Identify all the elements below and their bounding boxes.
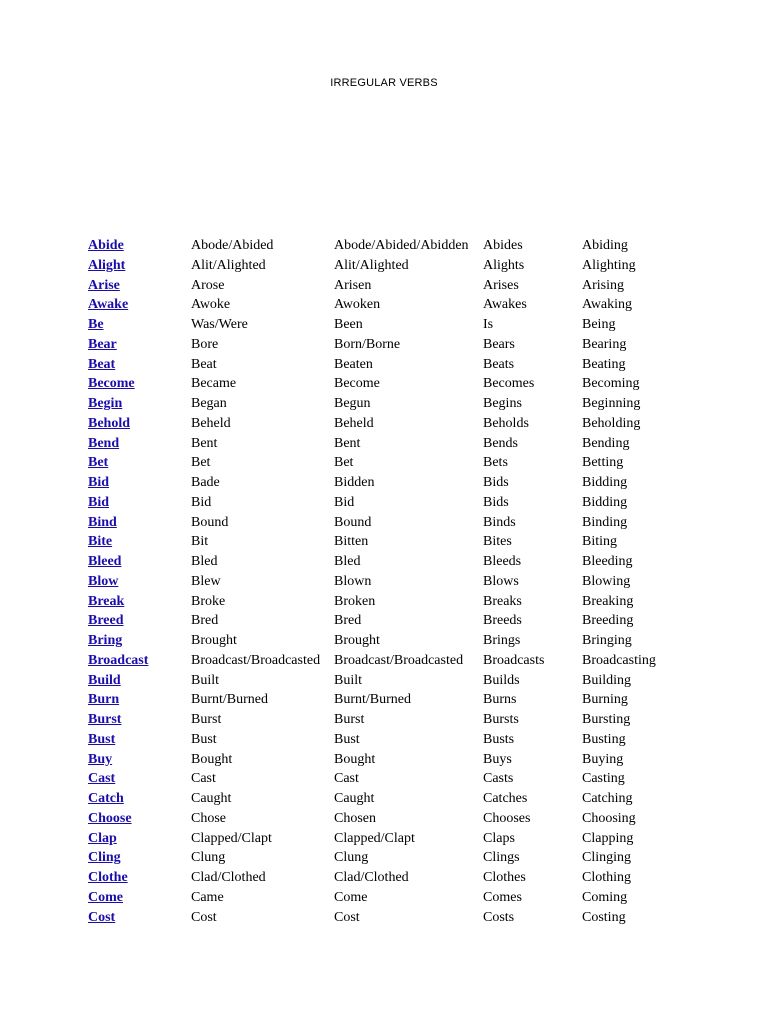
verb-base-link[interactable]: Awake <box>88 297 129 313</box>
verb-row <box>88 493 688 513</box>
verb-past-simple: Brought <box>191 633 237 648</box>
verb-past-simple: Bust <box>191 731 217 747</box>
verb-past-participle: Begun <box>334 396 371 411</box>
verb-row <box>88 335 688 355</box>
verb-third-person: Builds <box>483 672 520 688</box>
verb-ing-form: Bursting <box>582 712 631 727</box>
verb-row <box>88 690 688 710</box>
verb-past-simple: Cost <box>191 909 217 925</box>
verb-past-simple: Chose <box>191 810 226 826</box>
verb-past-simple: Awoke <box>191 297 231 313</box>
verb-past-participle: Bust <box>334 731 360 747</box>
verb-third-person: Broadcasts <box>483 652 545 668</box>
verb-past-simple: Bore <box>191 336 219 352</box>
verb-past-simple: Bent <box>191 435 218 451</box>
verb-base-link[interactable]: Bind <box>88 514 117 530</box>
verb-past-participle: Bent <box>334 435 361 451</box>
verb-past-simple: Bound <box>191 514 229 530</box>
verb-ing-form: Choosing <box>582 810 636 826</box>
verb-past-participle: Awoken <box>334 297 381 313</box>
verb-ing-form: Buying <box>582 751 624 767</box>
verb-ing-form: Being <box>582 317 616 332</box>
verb-ing-form: Beating <box>582 356 626 372</box>
verb-third-person: Catches <box>483 791 528 806</box>
verb-past-participle: Beaten <box>334 356 373 372</box>
verb-third-person: Comes <box>483 889 522 905</box>
verb-base-link[interactable]: Break <box>88 593 125 609</box>
verb-past-simple: Blew <box>191 573 221 589</box>
verb-third-person: Abides <box>483 238 523 253</box>
verb-past-participle: Bled <box>334 554 361 569</box>
verb-past-participle: Broken <box>334 593 376 609</box>
verb-ing-form: Clapping <box>582 830 634 846</box>
verb-base-link[interactable]: Become <box>88 376 135 392</box>
verb-past-simple: Clad/Clothed <box>191 870 266 885</box>
verb-past-participle: Born/Borne <box>334 336 401 352</box>
verb-ing-form: Breaking <box>582 593 634 609</box>
verb-row <box>88 631 688 651</box>
verb-past-simple: Broadcast/Broadcasted <box>191 652 321 668</box>
verb-third-person: Brings <box>483 633 521 648</box>
verb-third-person: Chooses <box>483 810 531 826</box>
verb-third-person: Bleeds <box>483 554 522 569</box>
verb-row <box>88 730 688 750</box>
verb-ing-form: Alighting <box>582 257 636 273</box>
verb-base-link[interactable]: Abide <box>88 238 124 253</box>
verb-past-participle: Bred <box>334 613 362 629</box>
verb-third-person: Awakes <box>483 297 527 313</box>
verb-row <box>88 473 688 493</box>
verb-row <box>88 532 688 552</box>
verb-base-link[interactable]: Arise <box>88 277 120 293</box>
verb-ing-form: Betting <box>582 455 624 471</box>
verb-base-link[interactable]: Begin <box>88 396 123 411</box>
verb-third-person: Burns <box>483 692 517 708</box>
verb-third-person: Casts <box>483 771 514 787</box>
verb-base-link[interactable]: Clothe <box>88 870 128 885</box>
verb-base-link[interactable]: Bear <box>88 336 117 352</box>
verb-past-simple: Arose <box>191 277 225 293</box>
verb-past-participle: Bound <box>334 514 372 530</box>
verb-row <box>88 256 688 276</box>
verb-base-link[interactable]: Bend <box>88 435 120 451</box>
verb-base-link[interactable]: Bite <box>88 534 113 550</box>
verb-past-participle: Come <box>334 889 368 905</box>
verb-row <box>88 572 688 592</box>
verb-row <box>88 236 688 256</box>
verb-past-participle: Cast <box>334 771 359 787</box>
verb-ing-form: Coming <box>582 889 628 905</box>
verb-row <box>88 513 688 533</box>
verb-base-link[interactable]: Catch <box>88 791 124 806</box>
verb-base-link[interactable]: Cost <box>88 909 116 925</box>
verb-base-link[interactable]: Buy <box>88 751 113 767</box>
verb-row <box>88 710 688 730</box>
verb-past-participle: Alit/Alighted <box>334 257 409 273</box>
verb-ing-form: Beholding <box>582 415 641 431</box>
verb-base-link[interactable]: Blow <box>88 573 119 589</box>
verbs-table <box>88 236 688 927</box>
verb-third-person: Bets <box>483 455 508 471</box>
verb-ing-form: Beginning <box>582 396 641 411</box>
page-title: IRREGULAR VERBS <box>330 77 438 89</box>
verb-row <box>88 651 688 671</box>
verb-third-person: Bids <box>483 475 509 490</box>
verb-base-link[interactable]: Come <box>88 889 123 905</box>
verb-past-simple: Began <box>191 396 227 411</box>
verb-row <box>88 868 688 888</box>
verb-third-person: Breaks <box>483 593 522 609</box>
verb-base-link[interactable]: Broadcast <box>88 652 149 668</box>
verb-ing-form: Bleeding <box>582 554 633 569</box>
verb-third-person: Bids <box>483 494 509 510</box>
verb-past-participle: Clad/Clothed <box>334 870 409 885</box>
verb-base-link[interactable]: Bid <box>88 475 110 490</box>
verb-row <box>88 394 688 414</box>
verb-row <box>88 611 688 631</box>
verb-ing-form: Clothing <box>582 870 632 885</box>
verb-third-person: Buys <box>483 751 512 767</box>
verb-past-simple: Alit/Alighted <box>191 257 266 273</box>
verb-ing-form: Arising <box>582 277 624 293</box>
verb-past-simple: Bought <box>191 751 233 767</box>
verb-third-person: Is <box>483 317 494 332</box>
verb-third-person: Clothes <box>483 870 526 885</box>
verb-third-person: Claps <box>483 830 515 846</box>
verb-past-simple: Bled <box>191 554 218 569</box>
verb-past-participle: Clapped/Clapt <box>334 830 415 846</box>
verb-row <box>88 750 688 770</box>
verb-past-simple: Burst <box>191 712 222 727</box>
verb-row <box>88 809 688 829</box>
verb-row <box>88 789 688 809</box>
verb-ing-form: Blowing <box>582 573 631 589</box>
verb-ing-form: Casting <box>582 771 625 787</box>
verb-past-simple: Beat <box>191 356 217 372</box>
verb-past-participle: Caught <box>334 791 375 806</box>
verb-base-link[interactable]: Bid <box>88 494 110 510</box>
verb-third-person: Beholds <box>483 415 529 431</box>
verb-base-link[interactable]: Be <box>88 317 104 332</box>
verb-past-participle: Burnt/Burned <box>334 692 411 708</box>
verb-past-simple: Bred <box>191 613 219 629</box>
verb-past-participle: Brought <box>334 633 380 648</box>
verb-row <box>88 453 688 473</box>
verb-past-simple: Abode/Abided <box>191 238 274 253</box>
verb-past-simple: Cast <box>191 771 216 787</box>
verb-base-link[interactable]: Choose <box>88 810 132 826</box>
verb-ing-form: Awaking <box>582 297 633 313</box>
verb-third-person: Beats <box>483 356 515 372</box>
verb-past-participle: Bid <box>334 494 355 510</box>
verb-base-link[interactable]: Cast <box>88 771 116 787</box>
verb-row <box>88 434 688 454</box>
verb-third-person: Clings <box>483 850 520 866</box>
verb-ing-form: Biting <box>582 534 618 550</box>
verb-base-link[interactable]: Clap <box>88 830 117 846</box>
verb-ing-form: Binding <box>582 514 628 530</box>
verb-row <box>88 888 688 908</box>
verb-ing-form: Clinging <box>582 850 632 866</box>
verb-past-simple: Bit <box>191 534 209 550</box>
verb-ing-form: Bearing <box>582 336 627 352</box>
verb-past-participle: Bitten <box>334 534 369 550</box>
verb-third-person: Binds <box>483 514 516 530</box>
verb-past-simple: Bet <box>191 455 211 471</box>
verb-past-participle: Arisen <box>334 277 372 293</box>
verb-past-participle: Abode/Abided/Abidden <box>334 238 469 253</box>
verb-third-person: Costs <box>483 909 515 925</box>
verb-base-link[interactable]: Build <box>88 672 121 688</box>
verb-base-link[interactable]: Cling <box>88 850 121 866</box>
verb-ing-form: Catching <box>582 791 633 806</box>
verb-row <box>88 592 688 612</box>
verb-third-person: Bites <box>483 534 512 550</box>
verb-past-simple: Clapped/Clapt <box>191 830 272 846</box>
verb-row <box>88 355 688 375</box>
verb-base-link[interactable]: Burst <box>88 712 122 727</box>
verb-past-simple: Built <box>191 672 220 688</box>
verb-third-person: Breeds <box>483 613 522 629</box>
verb-base-link[interactable]: Burn <box>88 692 120 708</box>
verb-ing-form: Abiding <box>582 238 628 253</box>
verb-row <box>88 276 688 296</box>
verb-past-participle: Broadcast/Broadcasted <box>334 652 464 668</box>
verb-past-participle: Built <box>334 672 363 688</box>
verb-base-link[interactable]: Bust <box>88 731 116 747</box>
verb-base-link[interactable]: Bring <box>88 633 123 648</box>
verb-base-link[interactable]: Breed <box>88 613 124 629</box>
verb-past-simple: Became <box>191 376 237 392</box>
verb-past-participle: Clung <box>334 850 369 866</box>
verb-past-simple: Bade <box>191 475 220 490</box>
verb-past-simple: Clung <box>191 850 226 866</box>
verb-row <box>88 295 688 315</box>
verb-third-person: Blows <box>483 573 519 589</box>
verb-base-link[interactable]: Behold <box>88 415 131 431</box>
verb-past-simple: Burnt/Burned <box>191 692 268 708</box>
verb-ing-form: Busting <box>582 731 626 747</box>
verb-row <box>88 908 688 928</box>
verb-past-participle: Chosen <box>334 810 376 826</box>
verb-ing-form: Becoming <box>582 376 640 392</box>
verb-past-participle: Burst <box>334 712 365 727</box>
verb-past-simple: Bid <box>191 494 212 510</box>
verb-third-person: Bends <box>483 435 518 451</box>
verb-past-simple: Broke <box>191 593 226 609</box>
verb-ing-form: Building <box>582 672 632 688</box>
verb-third-person: Busts <box>483 731 515 747</box>
verb-past-simple: Was/Were <box>191 317 248 332</box>
verb-third-person: Becomes <box>483 376 535 392</box>
verb-base-link[interactable]: Alight <box>88 257 126 273</box>
verb-row <box>88 315 688 335</box>
verb-past-participle: Blown <box>334 573 372 589</box>
verb-row <box>88 848 688 868</box>
verb-base-link[interactable]: Bleed <box>88 554 122 569</box>
verb-row <box>88 374 688 394</box>
verb-row <box>88 671 688 691</box>
verb-past-simple: Came <box>191 889 224 905</box>
verb-past-simple: Caught <box>191 791 232 806</box>
verb-third-person: Begins <box>483 396 522 411</box>
verb-past-participle: Bidden <box>334 475 375 490</box>
verb-row <box>88 829 688 849</box>
verb-third-person: Bears <box>483 336 515 352</box>
verb-ing-form: Costing <box>582 909 626 925</box>
verb-ing-form: Bringing <box>582 633 632 648</box>
verb-third-person: Bursts <box>483 712 519 727</box>
verb-past-participle: Cost <box>334 909 360 925</box>
verb-base-link[interactable]: Bet <box>88 455 109 471</box>
verb-ing-form: Bending <box>582 435 630 451</box>
verb-ing-form: Bidding <box>582 494 628 510</box>
verb-past-simple: Beheld <box>191 415 231 431</box>
verb-ing-form: Broadcasting <box>582 652 656 668</box>
verb-ing-form: Burning <box>582 692 628 708</box>
verb-row <box>88 552 688 572</box>
verb-past-participle: Bought <box>334 751 376 767</box>
verb-third-person: Alights <box>483 257 525 273</box>
verb-row <box>88 769 688 789</box>
verb-past-participle: Bet <box>334 455 354 471</box>
verb-third-person: Arises <box>483 277 519 293</box>
verb-past-participle: Beheld <box>334 415 374 431</box>
verb-ing-form: Bidding <box>582 475 628 490</box>
verb-row <box>88 414 688 434</box>
verb-base-link[interactable]: Beat <box>88 356 116 372</box>
verb-past-participle: Become <box>334 376 380 392</box>
verb-past-participle: Been <box>334 317 363 332</box>
verb-ing-form: Breeding <box>582 613 634 629</box>
